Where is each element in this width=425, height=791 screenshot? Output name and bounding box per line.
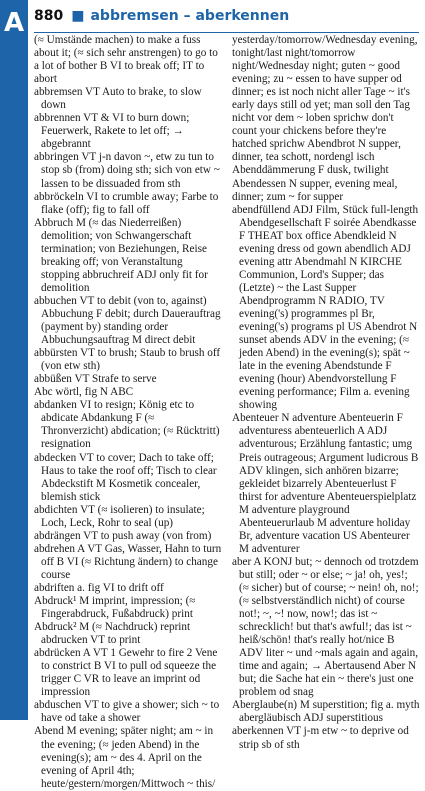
dictionary-entry: aber A KONJ but; ~ dennoch od trotzdem but still; oder ~ or else; ~ ja! oh, yes!; (≈ sicher) but of course; ~ nein! oh, no!; (≈ selbstverständlich nicht) of course not!; ~, ~! now, now!; das ist ~ schrecklich! but that's awful!; das ist ~ heiß/schön! that's really hot/nice B ADV liter ~ und ~mals again and again, time and again; → Abertausend Aber N but; die Sache hat ein ~ there's just one problem od snag bbox=[232, 555, 419, 699]
left-column bbox=[34, 34, 222, 790]
dictionary-entry: Aberglaube(n) M superstition; fig a. myth abergläubisch ADJ superstitious bbox=[232, 699, 420, 725]
guide-words: abbremsen – aberkennen bbox=[90, 8, 290, 24]
dictionary-entry: Abdruck¹ M imprint, impression; (≈ Fingerabdruck, Fußabdruck) print bbox=[34, 595, 196, 621]
dictionary-entry: abdrehen A VT Gas, Wasser, Hahn to turn off B VI (≈ Richtung ändern) to change course bbox=[34, 542, 222, 581]
dictionary-entry: Abend M evening; später night; am ~ in the evening; (≈ jeden Abend) in the evening(s); am ~ des 4. April on the evening of April 4th; heute/gestern/morgen/Mittwoch ~ this/ bbox=[34, 725, 216, 790]
right-column bbox=[232, 34, 420, 751]
dictionary-entry: abdriften a. fig VI to drift off bbox=[34, 581, 164, 594]
dictionary-entry: abbürsten VT to brush; Staub to brush off (von etw sth) bbox=[34, 347, 221, 373]
dictionary-entry: Abbruch M (≈ das Niederreißen) demolition; von Schwangerschaft termination; von Beziehungen, Reise breaking off; von Veranstaltung stopping abbruchreif ADJ only fit for demolition bbox=[34, 216, 208, 294]
page-number: 880 bbox=[34, 8, 64, 24]
dictionary-entry: Abdruck² M (≈ Nachdruck) reprint abdrucken VT to print bbox=[34, 621, 191, 647]
dictionary-entry: yesterday/tomorrow/Wednesday evening, tonight/last night/tomorrow night/Wednesday night; guten ~ good evening; zu ~ essen to have supper od dinner; es ist noch nicht aller Tage ~ it's early days still od yet; man soll den Tag nicht vor dem ~ loben sprichw don't count your chickens before they're hatched sprichw Abendbrot N supper, dinner, tea schott, nordengl isch Abenddämmerung F dusk, twilight Abendessen N supper, evening meal, dinner; zum ~ for supper bbox=[232, 34, 418, 203]
dictionary-entry: abbuchen VT to debit (von to, against) Abbuchung F debit; durch Dauerauftrag (payment by) standing order Abbuchungsauftrag M direct debit bbox=[34, 294, 221, 347]
square-bullet-icon: ■ bbox=[71, 8, 85, 24]
dictionary-entry: abdecken VT to cover; Dach to take off; Haus to take the roof off; Tisch to clear Abdeckstift M Kosmetik concealer, blemish stick bbox=[34, 451, 217, 503]
dictionary-entry: aberkennen VT j-m etw ~ to deprive od strip sb of sth bbox=[232, 725, 409, 751]
dictionary-entry: abbüßen VT Strafe to serve bbox=[34, 373, 157, 386]
letter-tab bbox=[0, 0, 28, 720]
dictionary-entry: (≈ Umstände machen) to make a fuss about it; (≈ sich sehr anstrengen) to go to a lot of bother B VI to break off; IT to abort bbox=[34, 34, 218, 86]
dictionary-entry: abduschen VT to give a shower; sich ~ to have od take a shower bbox=[34, 699, 220, 725]
dictionary-entry: Abenteuer N adventure Abenteuerin F adventuress abenteuerlich A ADJ adventurous; Erzählung fantastic; umg Preis outrageous; Argument ludicrous B ADV klingen, sich anhören bizarre; gekleidet bizarrely Abenteuerlust F thirst for adventure Abenteuerspielplatz M adventure playground Abenteuerurlaub M adventure holiday Br, adventure vacation US Abenteurer M adventurer bbox=[232, 412, 419, 555]
dictionary-entry: abbremsen VT Auto to brake, to slow down bbox=[34, 86, 202, 112]
dictionary-entry: abdanken VI to resign; König etc to abdicate Abdankung F (≈ Thronverzicht) abdication; (≈ Rücktritt) resignation bbox=[34, 399, 220, 451]
dictionary-entry: abdrücken A VT 1 Gewehr to fire 2 Vene to constrict B VI to pull od squeeze the trigger C VR to leave an imprint od impression bbox=[34, 647, 218, 699]
running-header bbox=[34, 8, 419, 33]
dictionary-entry: abbrennen VT & VI to burn down; Feuerwerk, Rakete to let off; → abgebrannt bbox=[34, 112, 190, 151]
dictionary-entry: abdrängen VT to push away (von from) bbox=[34, 529, 212, 542]
dictionary-entry: abbringen VT j-n davon ~, etw zu tun to stop sb (from) doing sth; sich von etw ~ lassen to be dissuaded from sth bbox=[34, 151, 220, 190]
letter-tab-label: A bbox=[3, 8, 25, 38]
dictionary-entry: abbröckeln VI to crumble away; Farbe to flake (off); fig to fall off bbox=[34, 190, 219, 216]
dictionary-entry: abendfüllend ADJ Film, Stück full-length Abendgesellschaft F soirée Abendkasse F THEAT box office Abendkleid N evening dress od gown abendlich ADJ evening attr Abendmahl N KIRCHE Communion, Lord's Supper; das (Letzte) ~ the Last Supper Abendprogramm N RADIO, TV evening('s) programmes pl Br, evening('s) programs pl US Abendrot N sunset abends ADV in the evening; (≈ jeden Abend) in the evening(s); spät ~ late in the evening Abendstunde F evening (hour) Abendvorstellung F evening performance; Film a. evening showing bbox=[232, 203, 419, 412]
dictionary-entry: Abc wörtl, fig N ABC bbox=[34, 386, 134, 399]
dictionary-entry: abdichten VT (≈ isolieren) to insulate; Loch, Leck, Rohr to seal (up) bbox=[34, 503, 205, 529]
